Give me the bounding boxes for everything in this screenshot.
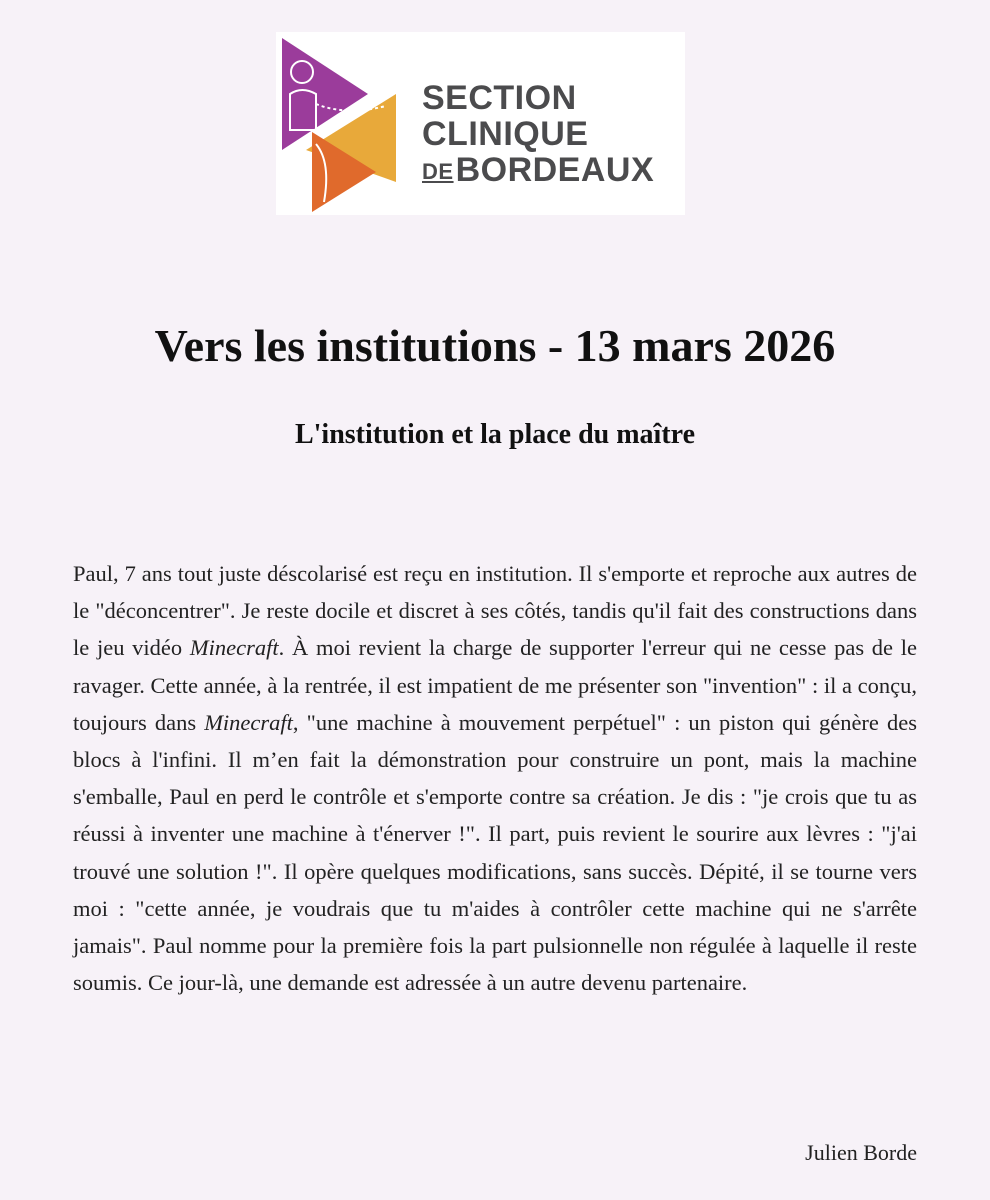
body-part-2: . À moi revient la charge de supporter l'erreur qui ne cesse pas de le ravager. Cette année, à la rentrée, il est impatient de me présenter son "invention" : il a conçu, toujours dans — [73, 635, 918, 735]
logo-line-bordeaux — [422, 152, 654, 188]
body-em-2: Minecraft — [204, 709, 293, 735]
body-part-1: Paul, 7 ans tout juste déscolarisé est reçu en institution. Il s'emporte et reproche aux autres de le "déconcentrer". Je reste docile et discret à ses côtés, tandis qu'il fait des constructions dans le jeu vidéo — [73, 561, 917, 661]
logo-bordeaux: BORDEAUX — [455, 151, 655, 189]
body-em-1: Minecraft — [189, 635, 279, 661]
logo-de: DE — [422, 159, 454, 184]
page-subtitle: L'institution et la place du maître — [294, 419, 696, 450]
article-body — [73, 555, 917, 1001]
logo-line-clinique: CLINIQUE — [422, 115, 589, 153]
logo-text — [422, 80, 654, 188]
logo-line-section: SECTION — [422, 79, 577, 117]
logo-emblem-icon — [276, 32, 422, 215]
body-part-3: , "une machine à mouvement perpétuel" : un piston qui génère des blocs à l'infini. Il m’en fait la démonstration pour construire un pont, mais la machine s'emballe, Paul en perd le contrôle et s'emporte contre sa création. Je dis : "je crois que tu as réussi à inventer une machine à t'énerver !". Il part, puis revient le sourire aux lèvres : "j'ai trouvé une solution !". Il opère quelques modifications, sans succès. Dépité, il se tourne vers moi : "cette année, je voudrais que tu m'aides à contrôler cette machine qui ne s'arrête jamais". Paul nomme pour la première fois la part pulsionnelle non régulée à laquelle il reste soumis. Ce jour-là, une demande est adressée à un autre devenu partenaire. — [73, 709, 917, 996]
logo — [276, 32, 685, 215]
page-title: Vers les institutions - 13 mars 2026 — [154, 320, 836, 371]
author-signature: Julien Borde — [805, 1140, 917, 1165]
